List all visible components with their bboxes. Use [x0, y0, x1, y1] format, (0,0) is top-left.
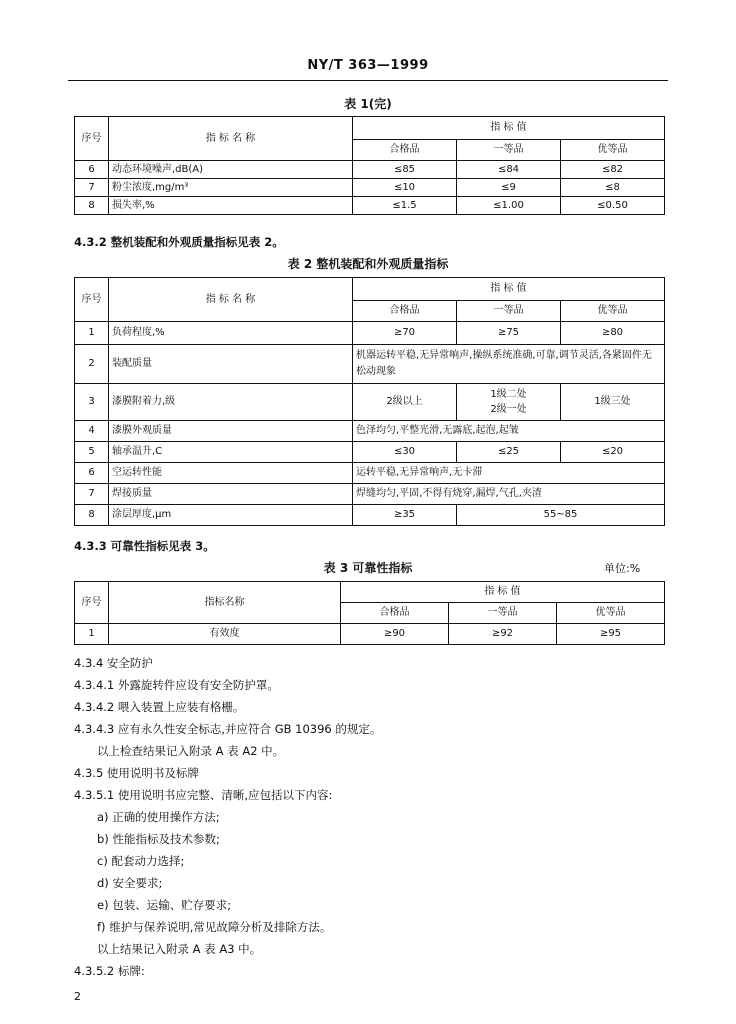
table2-grade-2: 一等品	[457, 301, 561, 322]
row-value-2: ≤84	[457, 161, 561, 179]
table-row	[75, 505, 665, 526]
row-value-2: ≥92	[449, 624, 557, 645]
table-row	[75, 624, 665, 645]
list-item: c) 配套动力选择;	[97, 854, 185, 868]
table3-header-value: 指 标 值	[341, 582, 665, 603]
text-line: 4.3.4 安全防护	[74, 656, 153, 670]
table-row	[75, 322, 665, 345]
table3-caption: 表 3 可靠性指标	[323, 561, 413, 575]
row-name: 粉尘浓度,mg/m³	[109, 179, 353, 197]
row-name: 动态环境噪声,dB(A)	[109, 161, 353, 179]
row-name: 涂层厚度,μm	[109, 505, 353, 526]
row-no: 1	[75, 624, 109, 645]
table3-header-name: 指标名称	[109, 582, 341, 624]
row-value-3: 1级三处	[561, 384, 665, 421]
list-item: a) 正确的使用操作方法;	[97, 810, 220, 824]
table2-header-value: 指 标 值	[353, 278, 665, 301]
table-row	[75, 484, 665, 505]
list-item: b) 性能指标及技术参数;	[97, 832, 220, 846]
table-row	[75, 161, 665, 179]
text-line: 以上结果记入附录 A 表 A3 中。	[97, 942, 262, 956]
row-name: 漆膜附着力,级	[109, 384, 353, 421]
table2-header-no: 序号	[75, 278, 109, 322]
text-line: 4.3.5.1 使用说明书应完整、清晰,应包括以下内容:	[74, 788, 333, 802]
row-merged-value: 色泽均匀,平整光滑,无露底,起泡,起皱	[353, 421, 665, 442]
row-name: 有效度	[109, 624, 341, 645]
row-value-1: ≤30	[353, 442, 457, 463]
paragraph-4-3-3: 4.3.3 可靠性指标见表 3。	[74, 539, 215, 553]
row-value-2a: 1级二处	[490, 389, 527, 400]
table1-grade-3: 优等品	[561, 140, 665, 161]
table3-header-no: 序号	[75, 582, 109, 624]
row-no: 1	[75, 322, 109, 345]
row-name: 漆膜外观质量	[109, 421, 353, 442]
row-value-3: ≥80	[561, 322, 665, 345]
page-number: 2	[74, 990, 81, 1003]
row-value-1: ≥90	[341, 624, 449, 645]
table3-grade-1: 合格品	[341, 603, 449, 624]
table1-header-name: 指 标 名 称	[109, 117, 353, 161]
row-merged-value: 运转平稳,无异常响声,无卡滞	[353, 463, 665, 484]
table2-grade-3: 优等品	[561, 301, 665, 322]
list-item: f) 维护与保养说明,常见故障分析及排除方法。	[97, 920, 332, 934]
table3-unit: 单位:%	[604, 562, 641, 575]
list-item: d) 安全要求;	[97, 876, 163, 890]
table-row	[75, 463, 665, 484]
row-value-1: ≥35	[353, 505, 457, 526]
row-value-1: ≤10	[353, 179, 457, 197]
table1-header-value: 指 标 值	[353, 117, 665, 140]
document-code-header: NY/T 363—1999	[307, 58, 429, 73]
row-value-2: ≥75	[457, 322, 561, 345]
table3-grade-3: 优等品	[557, 603, 665, 624]
row-name: 轴承温升,C	[109, 442, 353, 463]
header-rule	[68, 80, 668, 81]
table2-grade-1: 合格品	[353, 301, 457, 322]
text-line: 4.3.4.1 外露旋转件应设有安全防护罩。	[74, 678, 279, 692]
row-value-1: 2级以上	[353, 384, 457, 421]
row-value-3: ≤20	[561, 442, 665, 463]
row-no: 8	[75, 197, 109, 215]
text-line: 4.3.4.2 喂入装置上应装有格栅。	[74, 700, 245, 714]
text-line: 4.3.5.2 标牌:	[74, 964, 145, 978]
table-row	[75, 197, 665, 215]
table1-grade-2: 一等品	[457, 140, 561, 161]
row-no: 5	[75, 442, 109, 463]
row-no: 2	[75, 345, 109, 384]
row-name: 空运转性能	[109, 463, 353, 484]
row-value-3: ≤0.50	[561, 197, 665, 215]
row-value-2-3: 55~85	[457, 505, 665, 526]
row-value-3: ≤82	[561, 161, 665, 179]
table1-grade-1: 合格品	[353, 140, 457, 161]
table2-caption: 表 2 整机装配和外观质量指标	[287, 257, 449, 271]
row-name: 焊接质量	[109, 484, 353, 505]
row-value-3: ≤8	[561, 179, 665, 197]
table2-header-name: 指 标 名 称	[109, 278, 353, 322]
table3-grade-2: 一等品	[449, 603, 557, 624]
row-no: 7	[75, 179, 109, 197]
text-line: 以上检查结果记入附录 A 表 A2 中。	[97, 744, 285, 758]
list-item: e) 包装、运输、贮存要求;	[97, 898, 232, 912]
row-value-1: ≤85	[353, 161, 457, 179]
table1-caption: 表 1(完)	[344, 97, 392, 111]
table-row	[75, 442, 665, 463]
row-merged-value: 焊缝均匀,平固,不得有烧穿,漏焊,气孔,夹渣	[353, 484, 665, 505]
row-merged-value: 机器运转平稳,无异常响声,操纵系统准确,可靠,调节灵活,各紧固件无松动现象	[353, 345, 665, 384]
row-value-3: ≥95	[557, 624, 665, 645]
table3	[74, 581, 665, 645]
table1-header-no: 序号	[75, 117, 109, 161]
text-line: 4.3.5 使用说明书及标牌	[74, 766, 199, 780]
table-row	[75, 345, 665, 384]
row-value-2: ≤9	[457, 179, 561, 197]
row-no: 4	[75, 421, 109, 442]
row-value-2	[457, 384, 561, 421]
row-no: 3	[75, 384, 109, 421]
table2	[74, 277, 665, 526]
table1	[74, 116, 665, 215]
table-row	[75, 179, 665, 197]
text-line: 4.3.4.3 应有永久性安全标志,并应符合 GB 10396 的规定。	[74, 722, 382, 736]
row-no: 6	[75, 161, 109, 179]
row-value-2: ≤1.00	[457, 197, 561, 215]
row-name: 损失率,%	[109, 197, 353, 215]
row-name: 负荷程度,%	[109, 322, 353, 345]
paragraph-4-3-2: 4.3.2 整机装配和外观质量指标见表 2。	[74, 235, 284, 249]
row-no: 8	[75, 505, 109, 526]
row-no: 7	[75, 484, 109, 505]
row-value-2b: 2级一处	[490, 404, 527, 415]
row-value-2: ≤25	[457, 442, 561, 463]
row-name: 装配质量	[109, 345, 353, 384]
row-value-1: ≤1.5	[353, 197, 457, 215]
row-no: 6	[75, 463, 109, 484]
table-row	[75, 384, 665, 421]
row-value-1: ≥70	[353, 322, 457, 345]
table-row	[75, 421, 665, 442]
